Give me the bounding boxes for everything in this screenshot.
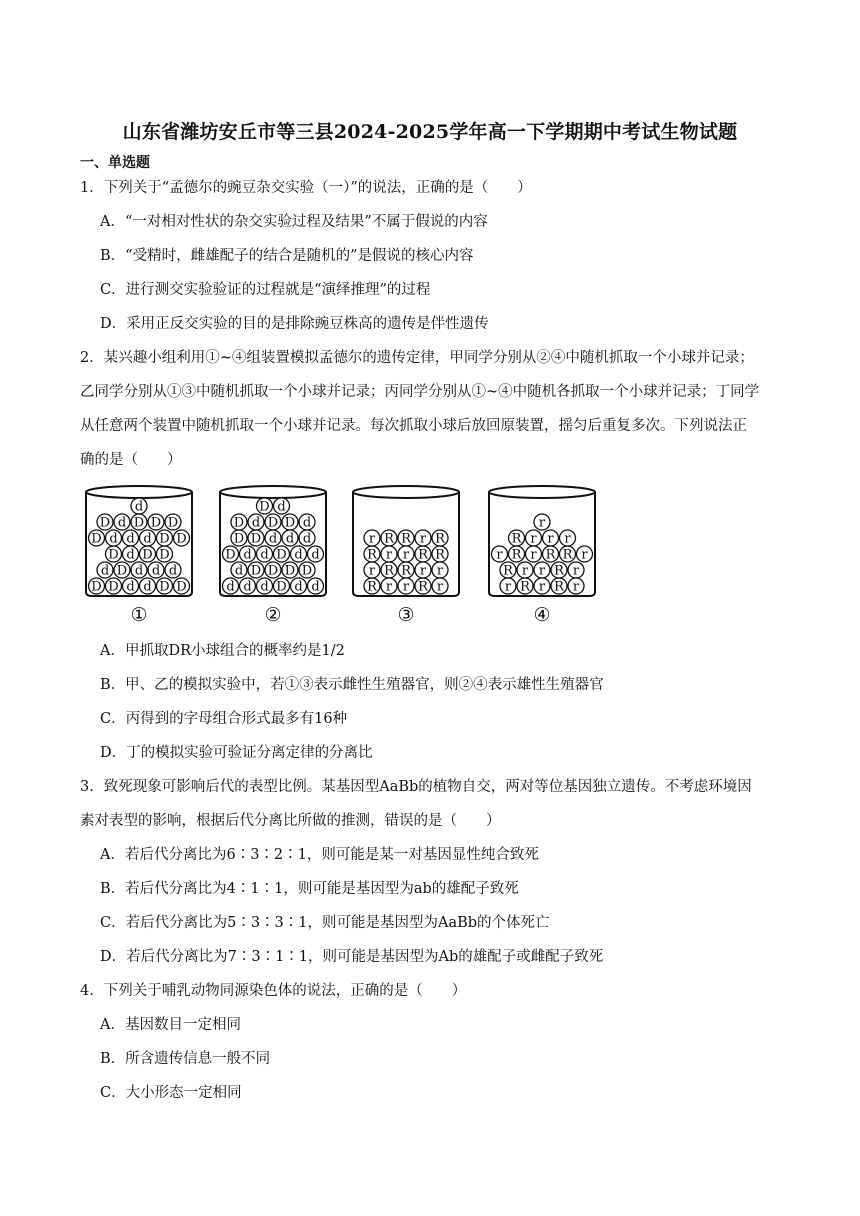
bead-letter: d	[268, 531, 278, 547]
bead-letter: r	[436, 579, 444, 595]
bead-letter: d	[277, 499, 286, 515]
question-1-option-c: C．进行测交实验验证的过程就是“演绎推理”的过程	[100, 282, 431, 298]
bead-letter: d	[294, 579, 303, 595]
container-rim	[489, 486, 595, 498]
question-1-option-b: B．“受精时，雌雄配子的结合是随机的”是假说的核心内容	[100, 248, 474, 264]
bead	[517, 562, 533, 579]
bead-letter: D	[108, 579, 119, 595]
bead-letter: R	[511, 531, 522, 547]
bead-letter: D	[150, 515, 162, 531]
bead	[364, 546, 380, 563]
bead	[106, 578, 122, 595]
bead	[257, 546, 273, 563]
bead	[509, 530, 525, 547]
bead	[415, 530, 431, 547]
bead	[157, 546, 173, 563]
bead	[157, 578, 173, 595]
bead-letter: D	[142, 547, 153, 563]
bead-letter: d	[260, 579, 269, 595]
bead	[148, 562, 164, 579]
bead	[274, 546, 290, 563]
question-4-option-b: B．所含遗传信息一般不同	[100, 1051, 271, 1067]
bead	[551, 562, 567, 579]
bead-letter: D	[159, 579, 170, 595]
bead	[299, 530, 315, 547]
bead	[381, 562, 397, 579]
bead	[140, 546, 156, 563]
container-label: ③	[397, 604, 415, 626]
bead	[492, 546, 508, 563]
bead-letter: D	[176, 579, 187, 595]
question-1-stem: 1．下列关于“孟德尔的豌豆杂交实验（一）”的说法，正确的是（ ）	[80, 180, 532, 196]
question-2-option-d: D．丁的模拟实验可验证分离定律的分离比	[100, 745, 373, 761]
bead	[364, 562, 380, 579]
bead	[415, 546, 431, 563]
bead	[265, 514, 281, 531]
bead-letter: R	[367, 579, 377, 595]
bead	[174, 578, 190, 595]
bead-letter: D	[284, 563, 296, 579]
bead-letter: r	[538, 563, 546, 579]
bead	[123, 578, 139, 595]
bead-letter: D	[250, 563, 262, 579]
bead-letter: R	[554, 563, 564, 579]
bead	[274, 578, 290, 595]
question-2-stem-line-4: 确的是（ ）	[80, 452, 182, 468]
question-2-option-a: A．甲抓取DR小球组合的概率约是1/2	[100, 643, 345, 659]
bead	[282, 530, 298, 547]
bead	[534, 578, 550, 595]
bead	[398, 578, 414, 595]
bead-letter: D	[233, 515, 245, 531]
bead-letter: D	[267, 563, 279, 579]
question-3-stem-line-2: 素对表型的影响，根据后代分离比所做的推测，错误的是（ ）	[80, 813, 501, 829]
bead-letter: d	[311, 579, 320, 595]
bead	[240, 546, 256, 563]
bead	[282, 562, 298, 579]
bead-letter: D	[176, 531, 187, 547]
bead-letter: r	[530, 531, 537, 547]
bead-letter: R	[511, 547, 522, 563]
bead	[114, 514, 130, 531]
container-2	[220, 486, 326, 626]
bead-letter: d	[134, 499, 144, 515]
bead-letter: d	[117, 515, 127, 531]
bead	[398, 530, 414, 547]
bead	[381, 546, 397, 563]
container-1	[86, 486, 192, 626]
bead	[174, 530, 190, 547]
page-title: 山东省潍坊安丘市等三县2024-2025学年高一下学期期中考试生物试题	[122, 121, 738, 143]
container-label: ②	[264, 604, 282, 626]
question-3-option-d: D．若后代分离比为7∶3∶1∶1，则可能是基因型为Ab的雄配子或雌配子致死	[100, 949, 604, 965]
bead-letter: d	[109, 531, 118, 547]
bead-letter: D	[267, 515, 279, 531]
container-rim	[86, 486, 192, 498]
bead	[534, 514, 550, 531]
bead-letter: R	[435, 531, 445, 547]
bead-letter: r	[419, 531, 427, 547]
bead	[415, 562, 431, 579]
question-3-option-b: B．若后代分离比为4∶1∶1，则可能是基因型为ab的雄配子致死	[100, 881, 519, 897]
question-1-option-d: D．采用正反交实验的目的是排除豌豆株高的遗传是伴性遗传	[100, 316, 489, 332]
bead-letter: D	[159, 531, 170, 547]
bead-letter: d	[302, 515, 312, 531]
bead	[432, 530, 448, 547]
bead-letter: D	[284, 515, 296, 531]
bead	[291, 546, 307, 563]
bead-letter: d	[243, 547, 252, 563]
bead-letter: r	[521, 563, 529, 579]
bead	[282, 514, 298, 531]
bead	[500, 562, 516, 579]
bead	[131, 514, 147, 531]
bead	[291, 578, 307, 595]
bead	[299, 562, 315, 579]
bead-letter: r	[572, 579, 580, 595]
bead	[123, 546, 139, 563]
bead	[568, 562, 584, 579]
question-2-stem-line-1: 2．某兴趣小组利用①~④组装置模拟孟德尔的遗传定律，甲同学分别从②④中随机抓取一个小球并记录；	[80, 350, 754, 366]
bead-letter: D	[276, 547, 287, 563]
bead-letter: d	[143, 579, 152, 595]
bead	[398, 546, 414, 563]
bead-letter: d	[243, 579, 252, 595]
bead	[568, 578, 584, 595]
bead	[106, 530, 122, 547]
question-3-stem-line-1: 3．致死现象可影响后代的表型比例。某基因型AaBb的植物自交，两对等位基因独立遗传。不考虑环境因	[80, 779, 752, 795]
question-2-stem-line-2: 乙同学分别从①③中随机抓取一个小球并记录；丙同学分别从①~④中随机各抓取一个小球并记录；丁同学	[80, 384, 760, 400]
bead-letter: r	[368, 563, 376, 579]
bead	[257, 578, 273, 595]
bead-letter: d	[143, 531, 152, 547]
bead-letter: d	[126, 547, 135, 563]
bead	[577, 546, 593, 563]
bead	[381, 530, 397, 547]
bead-letter: D	[233, 531, 245, 547]
bead	[89, 530, 105, 547]
bead-letter: r	[538, 515, 546, 531]
bead	[231, 514, 247, 531]
bead	[148, 514, 164, 531]
bead	[432, 546, 448, 563]
question-3-option-c: C．若后代分离比为5∶3∶3∶1，则可能是基因型为AaBb的个体死亡	[100, 915, 550, 931]
bead-letter: r	[564, 531, 571, 547]
bead	[140, 578, 156, 595]
bead	[123, 530, 139, 547]
bead-letter: R	[384, 563, 394, 579]
bead-letter: R	[554, 579, 564, 595]
bead-letter: R	[545, 547, 556, 563]
bead-letter: R	[401, 531, 411, 547]
bead	[106, 546, 122, 563]
bead	[265, 562, 281, 579]
container-label: ①	[130, 604, 148, 626]
bead	[131, 562, 147, 579]
container-rim	[353, 486, 459, 498]
bead-letter: D	[301, 563, 313, 579]
bead	[131, 498, 147, 515]
bead-letter: r	[572, 563, 580, 579]
bead-letter: D	[99, 515, 111, 531]
bead-letter: D	[276, 579, 287, 595]
bead	[165, 514, 181, 531]
bead-letter: d	[134, 563, 144, 579]
question-1-option-a: A．“一对相对性状的杂交实验过程及结果”不属于假说的内容	[100, 214, 488, 230]
question-4-stem: 4．下列关于哺乳动物同源染色体的说法，正确的是（ ）	[80, 983, 467, 999]
bead-letter: D	[159, 547, 170, 563]
question-4-option-c: C．大小形态一定相同	[100, 1085, 242, 1101]
bead	[274, 498, 290, 515]
bead-letter: r	[368, 531, 376, 547]
bead	[114, 562, 130, 579]
bead-letter: D	[225, 547, 236, 563]
bead	[364, 530, 380, 547]
bead	[517, 578, 533, 595]
bead	[432, 562, 448, 579]
bead-letter: d	[260, 547, 269, 563]
bead-letter: d	[251, 515, 261, 531]
bead-letter: r	[436, 563, 444, 579]
bead-letter: r	[385, 579, 393, 595]
bead	[223, 546, 239, 563]
bead	[231, 530, 247, 547]
bead-letter: R	[562, 547, 573, 563]
bead-letter: D	[259, 499, 270, 515]
bead-letter: r	[402, 547, 410, 563]
bead	[500, 578, 516, 595]
bead-letter: d	[302, 531, 312, 547]
bead-letter: r	[530, 547, 537, 563]
bead	[97, 514, 113, 531]
bead	[526, 530, 542, 547]
bead	[398, 562, 414, 579]
bead-letter: d	[100, 563, 110, 579]
bead	[223, 578, 239, 595]
bead	[543, 546, 559, 563]
bead-letter: r	[402, 579, 410, 595]
bead-letter: D	[133, 515, 145, 531]
container-rim	[220, 486, 326, 498]
bead-letter: R	[503, 563, 513, 579]
question-2-option-b: B．甲、乙的模拟实验中，若①③表示雌性生殖器官，则②④表示雄性生殖器官	[100, 677, 604, 693]
bead-letter: d	[294, 547, 303, 563]
bead-letter: D	[91, 579, 102, 595]
question-4-option-a: A．基因数目一定相同	[100, 1017, 241, 1033]
bead-letter: D	[108, 547, 119, 563]
bead	[248, 514, 264, 531]
question-2-option-c: C．丙得到的字母组合形式最多有16种	[100, 711, 348, 727]
bead-letter: R	[520, 579, 530, 595]
bead	[509, 546, 525, 563]
bead	[240, 578, 256, 595]
bead	[526, 546, 542, 563]
bead	[165, 562, 181, 579]
bead-letter: R	[435, 547, 445, 563]
bead	[265, 530, 281, 547]
bead	[308, 546, 324, 563]
bead-letter: r	[547, 531, 554, 547]
bead	[140, 530, 156, 547]
bead	[257, 498, 273, 515]
bead-letter: d	[126, 531, 135, 547]
bead-letter: r	[385, 547, 393, 563]
container-label: ④	[533, 604, 551, 626]
bead	[560, 546, 576, 563]
bead-letter: D	[91, 531, 102, 547]
bead	[381, 578, 397, 595]
section-heading: 一、单选题	[80, 155, 150, 171]
bead-letter: d	[226, 579, 235, 595]
bead-letter: r	[504, 579, 512, 595]
bead-letter: d	[285, 531, 295, 547]
bead-letter: d	[126, 579, 135, 595]
container-4	[489, 486, 595, 626]
bead	[308, 578, 324, 595]
bead-letter: R	[367, 547, 377, 563]
question-3-option-a: A．若后代分离比为6∶3∶2∶1，则可能是某一对基因显性纯合致死	[100, 847, 539, 863]
bead	[534, 562, 550, 579]
bead-letter: R	[418, 547, 428, 563]
bead	[248, 562, 264, 579]
bead-letter: R	[384, 531, 394, 547]
bead	[560, 530, 576, 547]
bead-letter: r	[538, 579, 546, 595]
bead	[364, 578, 380, 595]
bead-letter: R	[418, 579, 428, 595]
bead-letter: r	[581, 547, 588, 563]
bead	[89, 578, 105, 595]
bead	[415, 578, 431, 595]
bead-letter: D	[167, 515, 179, 531]
bead-letter: d	[234, 563, 244, 579]
bead-letter: r	[496, 547, 503, 563]
bead-letter: r	[419, 563, 427, 579]
bead-letter: d	[311, 547, 320, 563]
bead	[231, 562, 247, 579]
bead-letter: D	[116, 563, 128, 579]
bead	[299, 514, 315, 531]
bead	[157, 530, 173, 547]
bead	[97, 562, 113, 579]
bead-letter: D	[250, 531, 262, 547]
bead-letter: d	[168, 563, 178, 579]
bead-letter: d	[151, 563, 161, 579]
bead-letter: R	[401, 563, 411, 579]
bead-container-figure	[80, 478, 600, 628]
bead	[551, 578, 567, 595]
bead	[543, 530, 559, 547]
bead	[432, 578, 448, 595]
question-2-stem-line-3: 从任意两个装置中随机抓取一个小球并记录。每次抓取小球后放回原装置，摇匀后重复多次。下列说法正	[80, 418, 747, 434]
bead	[248, 530, 264, 547]
container-3	[353, 486, 459, 626]
